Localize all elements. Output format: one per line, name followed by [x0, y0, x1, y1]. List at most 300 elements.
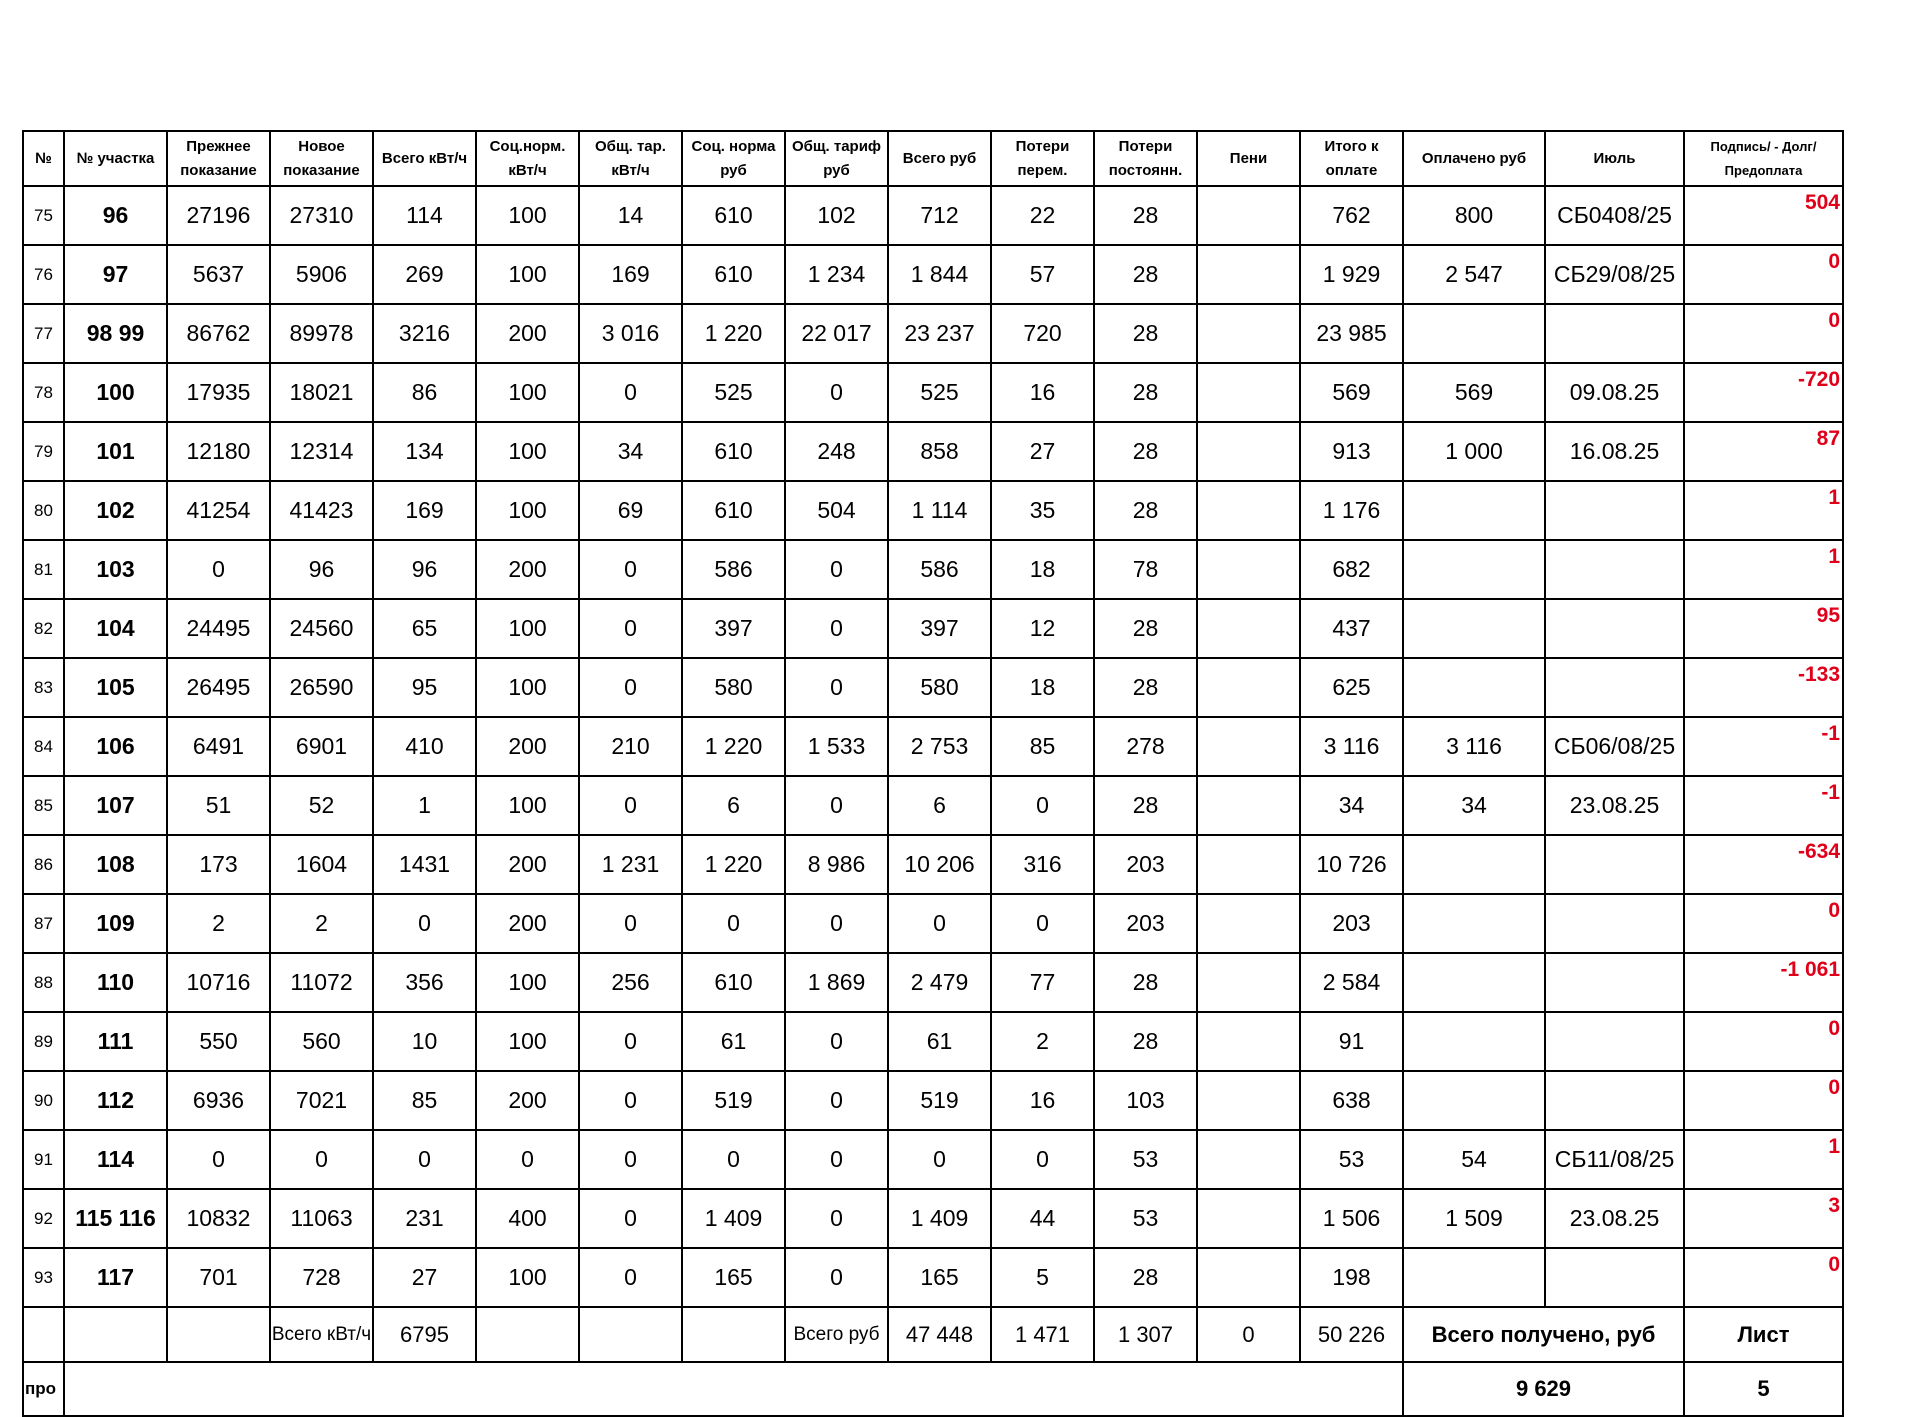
penalty-cell	[1197, 363, 1300, 422]
column-header: Потери перем.	[991, 131, 1094, 186]
payment-date-cell	[1545, 835, 1684, 894]
total-kwh-cell: 114	[373, 186, 476, 245]
losses-variable-cell: 85	[991, 717, 1094, 776]
penalty-cell	[1197, 481, 1300, 540]
plot-number-cell: 112	[64, 1071, 167, 1130]
row-number-cell: 90	[23, 1071, 64, 1130]
received-label: Всего получено, руб	[1403, 1307, 1684, 1362]
total-rub-cell: 1 409	[888, 1189, 991, 1248]
social-norm-kwh-cell: 100	[476, 363, 579, 422]
previous-reading-cell: 6491	[167, 717, 270, 776]
totals-cell-empty	[167, 1307, 270, 1362]
previous-reading-cell: 2	[167, 894, 270, 953]
total-kwh-cell: 27	[373, 1248, 476, 1307]
losses-variable-cell: 2	[991, 1012, 1094, 1071]
social-norm-rub-cell: 1 220	[682, 717, 785, 776]
total-rub-cell: 6	[888, 776, 991, 835]
general-tariff-rub-cell: 0	[785, 1248, 888, 1307]
paid-rub-cell: 1 000	[1403, 422, 1545, 481]
totals-cell-empty	[682, 1307, 785, 1362]
social-norm-rub-cell: 1 220	[682, 835, 785, 894]
previous-reading-cell: 0	[167, 1130, 270, 1189]
total-to-pay-cell: 1 176	[1300, 481, 1403, 540]
plot-number-cell: 104	[64, 599, 167, 658]
plot-number-cell: 100	[64, 363, 167, 422]
social-norm-kwh-cell: 100	[476, 186, 579, 245]
previous-reading-cell: 10716	[167, 953, 270, 1012]
previous-reading-cell: 12180	[167, 422, 270, 481]
new-reading-cell: 6901	[270, 717, 373, 776]
new-reading-cell: 24560	[270, 599, 373, 658]
losses-variable-cell: 720	[991, 304, 1094, 363]
new-reading-cell: 2	[270, 894, 373, 953]
total-kwh-cell: 96	[373, 540, 476, 599]
paid-rub-cell	[1403, 953, 1545, 1012]
new-reading-cell: 11063	[270, 1189, 373, 1248]
penalty-cell	[1197, 245, 1300, 304]
total-rub-cell: 586	[888, 540, 991, 599]
previous-reading-cell: 173	[167, 835, 270, 894]
total-rub-cell: 2 479	[888, 953, 991, 1012]
losses-variable-cell: 316	[991, 835, 1094, 894]
general-tariff-kwh-cell: 0	[579, 599, 682, 658]
total-to-pay-cell: 569	[1300, 363, 1403, 422]
general-tariff-rub-cell: 0	[785, 1130, 888, 1189]
general-tariff-kwh-cell: 210	[579, 717, 682, 776]
general-tariff-kwh-cell: 0	[579, 1130, 682, 1189]
losses-variable-cell: 0	[991, 1130, 1094, 1189]
general-tariff-kwh-cell: 0	[579, 776, 682, 835]
table-row	[23, 245, 1843, 304]
general-tariff-rub-cell: 22 017	[785, 304, 888, 363]
row-number-cell: 85	[23, 776, 64, 835]
new-reading-cell: 89978	[270, 304, 373, 363]
social-norm-kwh-cell: 100	[476, 481, 579, 540]
table-row	[23, 186, 1843, 245]
general-tariff-rub-cell: 8 986	[785, 835, 888, 894]
total-losses-constant: 1 307	[1094, 1307, 1197, 1362]
losses-variable-cell: 35	[991, 481, 1094, 540]
column-header: Соц. норма руб	[682, 131, 785, 186]
plot-number-cell: 101	[64, 422, 167, 481]
general-tariff-kwh-cell: 256	[579, 953, 682, 1012]
row-number-cell: 84	[23, 717, 64, 776]
column-header: Общ. тар. кВт/ч	[579, 131, 682, 186]
penalty-cell	[1197, 776, 1300, 835]
balance-cell: 3	[1684, 1189, 1843, 1248]
losses-variable-cell: 18	[991, 658, 1094, 717]
row-number-cell: 75	[23, 186, 64, 245]
payment-date-cell: СБ06/08/25	[1545, 717, 1684, 776]
general-tariff-kwh-cell: 0	[579, 1248, 682, 1307]
row-number-cell: 83	[23, 658, 64, 717]
total-rub-cell: 2 753	[888, 717, 991, 776]
plot-number-cell: 110	[64, 953, 167, 1012]
column-header: Всего кВт/ч	[373, 131, 476, 186]
losses-constant-cell: 203	[1094, 894, 1197, 953]
penalty-cell	[1197, 304, 1300, 363]
social-norm-kwh-cell: 200	[476, 894, 579, 953]
total-rub-cell: 10 206	[888, 835, 991, 894]
total-penalty: 0	[1197, 1307, 1300, 1362]
social-norm-rub-cell: 6	[682, 776, 785, 835]
table-row	[23, 1071, 1843, 1130]
previous-reading-cell: 86762	[167, 304, 270, 363]
general-tariff-kwh-cell: 0	[579, 1071, 682, 1130]
plot-number-cell: 117	[64, 1248, 167, 1307]
row-number-cell: 89	[23, 1012, 64, 1071]
payment-date-cell	[1545, 1071, 1684, 1130]
table-row	[23, 1130, 1843, 1189]
total-kwh-cell: 0	[373, 1130, 476, 1189]
plot-number-cell: 106	[64, 717, 167, 776]
total-kwh-cell: 410	[373, 717, 476, 776]
total-rub-cell: 0	[888, 894, 991, 953]
losses-constant-cell: 28	[1094, 599, 1197, 658]
total-to-pay-cell: 762	[1300, 186, 1403, 245]
table-row	[23, 894, 1843, 953]
total-to-pay-cell: 437	[1300, 599, 1403, 658]
new-reading-cell: 18021	[270, 363, 373, 422]
total-rub-cell: 165	[888, 1248, 991, 1307]
losses-constant-cell: 28	[1094, 304, 1197, 363]
total-rub-cell: 1 114	[888, 481, 991, 540]
paid-rub-cell: 1 509	[1403, 1189, 1545, 1248]
total-kwh-cell: 3216	[373, 304, 476, 363]
payment-date-cell	[1545, 953, 1684, 1012]
penalty-cell	[1197, 717, 1300, 776]
paid-rub-cell: 2 547	[1403, 245, 1545, 304]
previous-reading-cell: 51	[167, 776, 270, 835]
balance-cell: 0	[1684, 894, 1843, 953]
column-header: Всего руб	[888, 131, 991, 186]
balance-cell: -1 061	[1684, 953, 1843, 1012]
total-losses-variable: 1 471	[991, 1307, 1094, 1362]
new-reading-cell: 52	[270, 776, 373, 835]
balance-cell: -1	[1684, 776, 1843, 835]
losses-constant-cell: 278	[1094, 717, 1197, 776]
losses-variable-cell: 0	[991, 776, 1094, 835]
social-norm-rub-cell: 610	[682, 422, 785, 481]
social-norm-rub-cell: 525	[682, 363, 785, 422]
penalty-cell	[1197, 1248, 1300, 1307]
column-header: Общ. тариф руб	[785, 131, 888, 186]
losses-variable-cell: 16	[991, 1071, 1094, 1130]
paid-rub-cell	[1403, 481, 1545, 540]
social-norm-rub-cell: 580	[682, 658, 785, 717]
general-tariff-kwh-cell: 0	[579, 894, 682, 953]
total-rub-cell: 397	[888, 599, 991, 658]
losses-constant-cell: 28	[1094, 658, 1197, 717]
table-row	[23, 776, 1843, 835]
previous-reading-cell: 17935	[167, 363, 270, 422]
social-norm-rub-cell: 610	[682, 245, 785, 304]
social-norm-kwh-cell: 400	[476, 1189, 579, 1248]
social-norm-kwh-cell: 200	[476, 304, 579, 363]
social-norm-kwh-cell: 200	[476, 717, 579, 776]
column-header: Новое показание	[270, 131, 373, 186]
header-row	[23, 131, 1843, 186]
total-to-pay-cell: 913	[1300, 422, 1403, 481]
general-tariff-rub-cell: 1 234	[785, 245, 888, 304]
table-row	[23, 304, 1843, 363]
social-norm-rub-cell: 1 409	[682, 1189, 785, 1248]
losses-variable-cell: 0	[991, 894, 1094, 953]
social-norm-rub-cell: 519	[682, 1071, 785, 1130]
balance-cell: 95	[1684, 599, 1843, 658]
total-kwh-cell: 269	[373, 245, 476, 304]
social-norm-kwh-cell: 100	[476, 422, 579, 481]
social-norm-rub-cell: 165	[682, 1248, 785, 1307]
total-kwh-cell: 356	[373, 953, 476, 1012]
new-reading-cell: 728	[270, 1248, 373, 1307]
social-norm-rub-cell: 397	[682, 599, 785, 658]
new-reading-cell: 1604	[270, 835, 373, 894]
total-to-pay-cell: 34	[1300, 776, 1403, 835]
payment-date-cell	[1545, 599, 1684, 658]
general-tariff-kwh-cell: 1 231	[579, 835, 682, 894]
paid-rub-cell	[1403, 599, 1545, 658]
row-number-cell: 78	[23, 363, 64, 422]
balance-cell: -634	[1684, 835, 1843, 894]
total-kwh-cell: 169	[373, 481, 476, 540]
new-reading-cell: 12314	[270, 422, 373, 481]
column-header: №	[23, 131, 64, 186]
payment-date-cell: СБ0408/25	[1545, 186, 1684, 245]
paid-rub-cell	[1403, 835, 1545, 894]
paid-rub-cell	[1403, 540, 1545, 599]
column-header: Прежнее показание	[167, 131, 270, 186]
sheet-number: 5	[1684, 1362, 1843, 1416]
payment-date-cell: 23.08.25	[1545, 1189, 1684, 1248]
losses-constant-cell: 78	[1094, 540, 1197, 599]
row-number-cell: 82	[23, 599, 64, 658]
row-number-cell: 76	[23, 245, 64, 304]
table-row	[23, 1189, 1843, 1248]
table-row	[23, 481, 1843, 540]
row-number-cell: 77	[23, 304, 64, 363]
general-tariff-kwh-cell: 169	[579, 245, 682, 304]
general-tariff-kwh-cell: 69	[579, 481, 682, 540]
total-rub-cell: 1 844	[888, 245, 991, 304]
total-to-pay-cell: 3 116	[1300, 717, 1403, 776]
total-rub-label: Всего руб	[785, 1307, 888, 1362]
losses-variable-cell: 22	[991, 186, 1094, 245]
totals-cell-empty	[23, 1307, 64, 1362]
total-to-pay-cell: 1 929	[1300, 245, 1403, 304]
column-header: Потери постоянн.	[1094, 131, 1197, 186]
general-tariff-kwh-cell: 0	[579, 540, 682, 599]
payment-date-cell: 23.08.25	[1545, 776, 1684, 835]
previous-reading-cell: 41254	[167, 481, 270, 540]
table-row	[23, 835, 1843, 894]
paid-rub-cell	[1403, 894, 1545, 953]
general-tariff-kwh-cell: 14	[579, 186, 682, 245]
social-norm-kwh-cell: 100	[476, 776, 579, 835]
column-header: Итого к оплате	[1300, 131, 1403, 186]
social-norm-rub-cell: 610	[682, 186, 785, 245]
social-norm-rub-cell: 0	[682, 894, 785, 953]
total-to-pay-cell: 198	[1300, 1248, 1403, 1307]
penalty-cell	[1197, 894, 1300, 953]
social-norm-kwh-cell: 0	[476, 1130, 579, 1189]
general-tariff-rub-cell: 1 533	[785, 717, 888, 776]
social-norm-kwh-cell: 100	[476, 953, 579, 1012]
balance-cell: -133	[1684, 658, 1843, 717]
paid-rub-cell: 54	[1403, 1130, 1545, 1189]
plot-number-cell: 111	[64, 1012, 167, 1071]
losses-constant-cell: 28	[1094, 186, 1197, 245]
new-reading-cell: 41423	[270, 481, 373, 540]
general-tariff-rub-cell: 0	[785, 540, 888, 599]
losses-variable-cell: 27	[991, 422, 1094, 481]
payment-date-cell	[1545, 658, 1684, 717]
previous-reading-cell: 10832	[167, 1189, 270, 1248]
total-to-pay-cell: 2 584	[1300, 953, 1403, 1012]
balance-cell: 504	[1684, 186, 1843, 245]
table-row	[23, 363, 1843, 422]
previous-reading-cell: 26495	[167, 658, 270, 717]
total-kwh-cell: 85	[373, 1071, 476, 1130]
general-tariff-kwh-cell: 0	[579, 363, 682, 422]
penalty-cell	[1197, 1130, 1300, 1189]
previous-reading-cell: 27196	[167, 186, 270, 245]
total-rub-value: 47 448	[888, 1307, 991, 1362]
penalty-cell	[1197, 835, 1300, 894]
electricity-ledger-table	[22, 130, 1844, 1417]
payment-date-cell	[1545, 304, 1684, 363]
total-kwh-cell: 86	[373, 363, 476, 422]
balance-cell: 1	[1684, 481, 1843, 540]
general-tariff-kwh-cell: 0	[579, 1012, 682, 1071]
table-row	[23, 599, 1843, 658]
losses-constant-cell: 28	[1094, 422, 1197, 481]
table-row	[23, 422, 1843, 481]
losses-constant-cell: 28	[1094, 481, 1197, 540]
total-to-pay-cell: 638	[1300, 1071, 1403, 1130]
row-number-cell: 91	[23, 1130, 64, 1189]
total-kwh-cell: 95	[373, 658, 476, 717]
payment-date-cell	[1545, 481, 1684, 540]
plot-number-cell: 107	[64, 776, 167, 835]
plot-number-cell: 109	[64, 894, 167, 953]
social-norm-rub-cell: 610	[682, 953, 785, 1012]
row-number-cell: 93	[23, 1248, 64, 1307]
general-tariff-kwh-cell: 0	[579, 1189, 682, 1248]
penalty-cell	[1197, 1012, 1300, 1071]
table-row	[23, 953, 1843, 1012]
penalty-cell	[1197, 953, 1300, 1012]
total-kwh-cell: 10	[373, 1012, 476, 1071]
total-rub-cell: 519	[888, 1071, 991, 1130]
payment-date-cell	[1545, 894, 1684, 953]
social-norm-kwh-cell: 100	[476, 245, 579, 304]
general-tariff-rub-cell: 504	[785, 481, 888, 540]
general-tariff-rub-cell: 0	[785, 1189, 888, 1248]
losses-constant-cell: 28	[1094, 953, 1197, 1012]
paid-rub-cell: 34	[1403, 776, 1545, 835]
new-reading-cell: 0	[270, 1130, 373, 1189]
balance-cell: 87	[1684, 422, 1843, 481]
paid-rub-cell: 800	[1403, 186, 1545, 245]
new-reading-cell: 11072	[270, 953, 373, 1012]
column-header: Оплачено руб	[1403, 131, 1545, 186]
previous-reading-cell: 24495	[167, 599, 270, 658]
general-tariff-rub-cell: 248	[785, 422, 888, 481]
column-header: Пени	[1197, 131, 1300, 186]
total-rub-cell: 23 237	[888, 304, 991, 363]
new-reading-cell: 96	[270, 540, 373, 599]
general-tariff-rub-cell: 0	[785, 658, 888, 717]
general-tariff-kwh-cell: 3 016	[579, 304, 682, 363]
table-body	[23, 186, 1843, 1307]
total-kwh-cell: 231	[373, 1189, 476, 1248]
plot-number-cell: 108	[64, 835, 167, 894]
general-tariff-rub-cell: 0	[785, 894, 888, 953]
new-reading-cell: 5906	[270, 245, 373, 304]
plot-number-cell: 114	[64, 1130, 167, 1189]
previous-reading-cell: 6936	[167, 1071, 270, 1130]
total-to-pay-cell: 91	[1300, 1012, 1403, 1071]
row-number-cell: 88	[23, 953, 64, 1012]
row-number-cell: 81	[23, 540, 64, 599]
paid-rub-cell	[1403, 304, 1545, 363]
total-rub-cell: 525	[888, 363, 991, 422]
losses-variable-cell: 5	[991, 1248, 1094, 1307]
penalty-cell	[1197, 599, 1300, 658]
plot-number-cell: 103	[64, 540, 167, 599]
row-number-cell: 79	[23, 422, 64, 481]
row-number-cell: 86	[23, 835, 64, 894]
penalty-cell	[1197, 186, 1300, 245]
penalty-cell	[1197, 422, 1300, 481]
total-kwh-cell: 1431	[373, 835, 476, 894]
total-kwh-cell: 134	[373, 422, 476, 481]
losses-constant-cell: 53	[1094, 1189, 1197, 1248]
totals-cell-empty	[64, 1307, 167, 1362]
general-tariff-rub-cell: 0	[785, 363, 888, 422]
balance-cell: 0	[1684, 245, 1843, 304]
total-kwh-value: 6795	[373, 1307, 476, 1362]
paid-rub-cell	[1403, 658, 1545, 717]
total-to-pay-cell: 1 506	[1300, 1189, 1403, 1248]
total-to-pay-cell: 682	[1300, 540, 1403, 599]
social-norm-kwh-cell: 100	[476, 1248, 579, 1307]
column-header: Подпись/ - Долг/Предоплата	[1684, 131, 1843, 186]
plot-number-cell: 97	[64, 245, 167, 304]
total-kwh-cell: 1	[373, 776, 476, 835]
column-header: № участка	[64, 131, 167, 186]
payment-date-cell: СБ29/08/25	[1545, 245, 1684, 304]
total-to-pay-cell: 53	[1300, 1130, 1403, 1189]
table-row	[23, 717, 1843, 776]
total-to-pay-cell: 625	[1300, 658, 1403, 717]
paid-rub-cell	[1403, 1012, 1545, 1071]
previous-reading-cell: 0	[167, 540, 270, 599]
new-reading-cell: 560	[270, 1012, 373, 1071]
paid-rub-cell	[1403, 1248, 1545, 1307]
social-norm-rub-cell: 0	[682, 1130, 785, 1189]
losses-variable-cell: 44	[991, 1189, 1094, 1248]
plot-number-cell: 105	[64, 658, 167, 717]
sheet-label: Лист	[1684, 1307, 1843, 1362]
total-rub-cell: 712	[888, 186, 991, 245]
social-norm-rub-cell: 1 220	[682, 304, 785, 363]
social-norm-kwh-cell: 100	[476, 1012, 579, 1071]
balance-cell: -1	[1684, 717, 1843, 776]
losses-variable-cell: 57	[991, 245, 1094, 304]
new-reading-cell: 27310	[270, 186, 373, 245]
